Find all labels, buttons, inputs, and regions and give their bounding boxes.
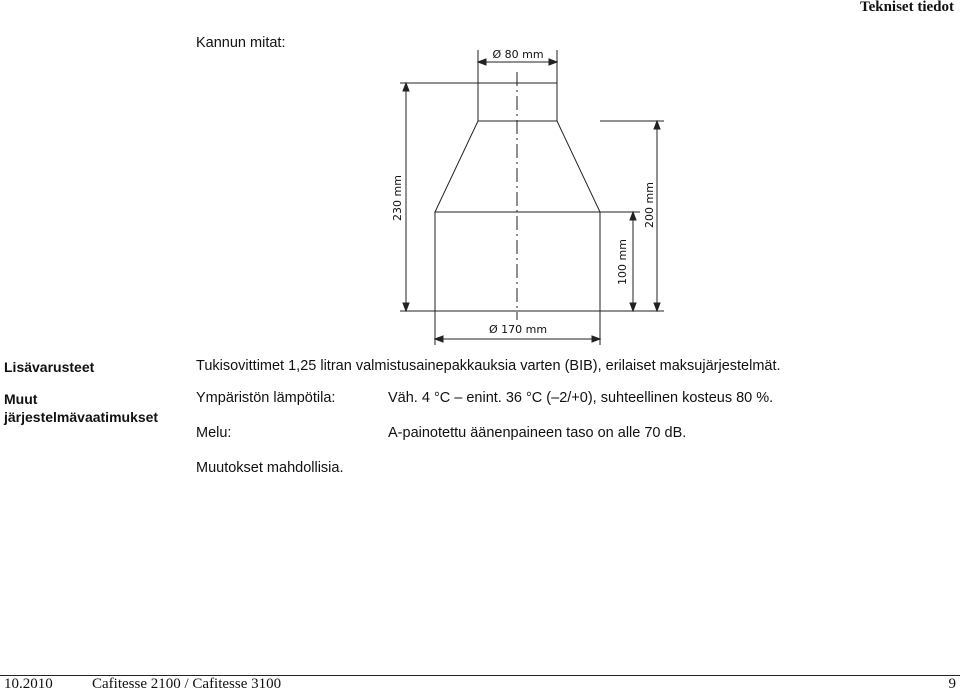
other-requirements-label-line1: Muut [4, 391, 38, 407]
accessories-text: Tukisovittimet 1,25 litran valmistusainepakkauksia varten (BIB), erilaiset maksujärjestelmät. [196, 358, 781, 374]
top-diameter-label: Ø 80 mm [492, 48, 544, 61]
requirement-value-temperature: Väh. 4 °C – enint. 36 °C (–2/+0), suhteellinen kosteus 80 %. [388, 390, 774, 406]
other-requirements-label-line2: järjestelmävaatimukset [4, 409, 159, 425]
height-230-arrow-top [403, 83, 409, 91]
requirement-name-noise: Melu: [196, 425, 232, 441]
other-requirements-label [4, 390, 158, 426]
height-200-arrow-top [654, 121, 660, 129]
requirement-name-temperature: Ympäristön lämpötila: [196, 390, 336, 406]
footer-product: Cafitesse 2100 / Cafitesse 3100 [92, 676, 282, 692]
top-arrow-left [478, 59, 486, 65]
footer-date: 10.2010 [4, 676, 53, 692]
height-100-arrow-top [630, 212, 636, 220]
height-100-arrow-bottom [630, 303, 636, 311]
bottom-diameter-label: Ø 170 mm [488, 323, 548, 336]
footer-page-number: 9 [948, 676, 956, 692]
page-header-title: Tekniset tiedot [859, 0, 954, 15]
height-230-arrow-bottom [403, 303, 409, 311]
dimensions-label: Kannun mitat: [196, 35, 286, 51]
accessories-label: Lisävarusteet [4, 359, 95, 375]
bottom-arrow-left [435, 336, 443, 342]
changes-note: Muutokset mahdollisia. [196, 460, 344, 476]
total-height-label: 230 mm [391, 175, 404, 221]
height-200-arrow-bottom [654, 303, 660, 311]
requirement-value-noise: A-painotettu äänenpaineen taso on alle 70 dB. [388, 425, 687, 441]
lower-height-label: 100 mm [616, 239, 629, 285]
bottom-arrow-right [592, 336, 600, 342]
body-height-label: 200 mm [643, 182, 656, 228]
top-arrow-right [549, 59, 557, 65]
